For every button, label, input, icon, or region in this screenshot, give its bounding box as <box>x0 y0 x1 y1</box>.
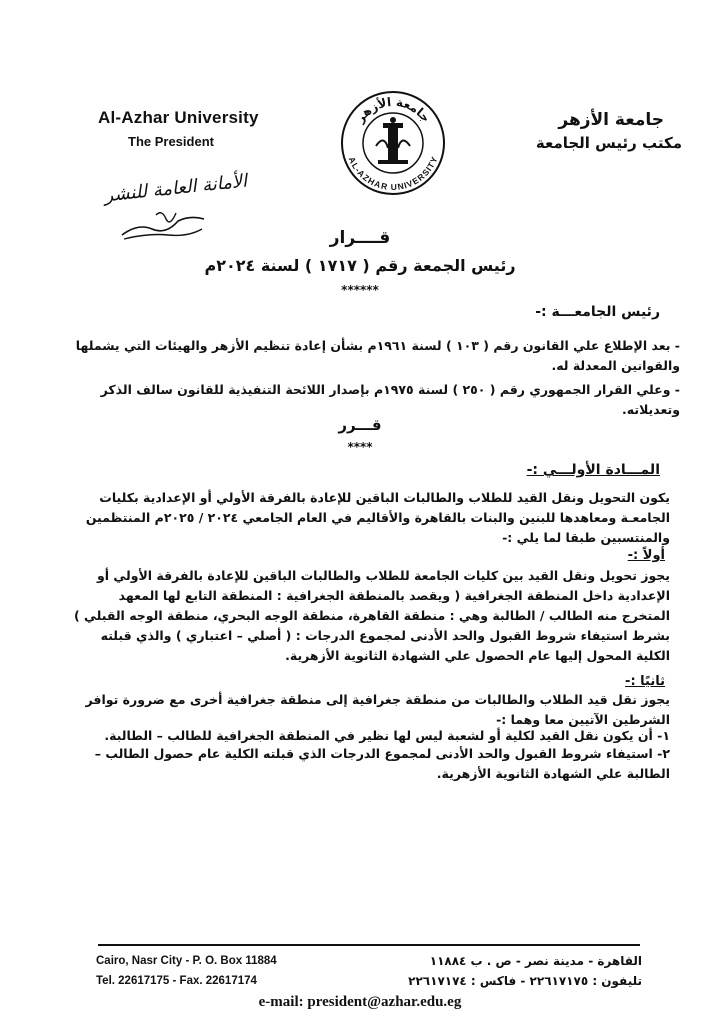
article-one-text: يكون التحويل ونقل القيد للطلاب والطالبات الباقين للإعادة بالفرقة الأولي أو الإعدادية بكليات الجامعـة ومعاهدها للبنين والبنات بالقاهرة والأقاليم في العام الجامعي ٢٠٢٤ / ٢٠٢٥م المنتظمين والمنتسبين طبقا لما يلي :- <box>85 490 670 545</box>
president-office-ar: مكتب رئيس الجامعة <box>535 134 682 152</box>
decree-heading: قــــرار <box>329 228 391 248</box>
preamble-decree: - وعلي القرار الجمهوري رقم ( ٢٥٠ ) لسنة ١٩٧٥م بإصدار اللائحة التنفيذية للقانون سالف الذكر وتعديلاته. <box>100 382 680 417</box>
preamble-law: - بعد الإطلاع علي القانون رقم ( ١٠٣ ) لسنة ١٩٦١م بشأن إعادة تنظيم الأزهر والهيئات التي يشملها والقوانين المعدلة له. <box>75 338 680 373</box>
decree-number: رئيس الجمعة رقم ( ١٧١٧ ) لسنة ٢٠٢٤م <box>204 256 516 275</box>
footer-address-en: Cairo, Nasr City - P. O. Box 11884 <box>96 955 277 967</box>
university-name-ar: جامعة الأزهر <box>558 110 664 130</box>
condition-two: ٢- استيفاء شروط القبول والحد الأدنى لمجموع الدرجات الذي قبلته الكلية عام حصول الطالب – الطالبة علي الشهادة الثانوية الأزهرية. <box>94 746 670 781</box>
seal-text-ar: جامعة الأزهر <box>352 94 434 126</box>
first-clause-text: يجوز تحويل ونقل القيد بين كليات الجامعة للطلاب والطالبات الباقين للإعادة بالفرقة الأولي أو الإعدادية داخل المنطقة الجغرافية ( ويقصد بالمنطقة الجغرافية : المنطقة التابع لها المعهد المتخرج منه الطالب / الطالبة وهي : منطقة القاهرة، منطقة الوجه البحري، منطقة الوجه القبلي ) بشرط استيفاء شروط القبول والحد الأدنى لمجموع الدرجات : ( أصلي – اعتباري ) والذي قبلته الكلية المحول إليها عام الحصول علي الشهادة الثانوية الأزهرية. <box>73 568 670 663</box>
university-name-en: Al-Azhar University <box>98 108 259 127</box>
stars-separator-2: **** <box>347 440 373 454</box>
first-clause-label: أولاً :- <box>627 548 665 563</box>
president-title-en: The President <box>128 134 214 149</box>
second-clause-text: يجوز نقل قيد الطلاب والطالبات من منطقة جغرافية إلى منطقة جغرافية أخرى مع ضرورة توافر الشرطين الآتيين معا وهما :- <box>85 692 670 727</box>
president-label: رئيس الجامعـــة :- <box>535 304 660 320</box>
university-seal-icon <box>340 90 446 196</box>
second-clause-label: ثانيًا :- <box>625 674 665 689</box>
footer-address-ar: القاهرة - مدينة نصر - ص . ب ١١٨٨٤ <box>429 954 642 968</box>
handwritten-note: الأمانة العامة للنشر <box>103 170 249 207</box>
article-one-label: المـــادة الأولـــي :- <box>526 462 660 478</box>
stars-separator: ****** <box>341 283 379 297</box>
footer-divider <box>98 944 640 946</box>
condition-one: ١- أن يكون نقل القيد لكلية أو لشعبة ليس لها نظير في المنطقة الجغرافية للطالب – الطالبة. <box>104 728 670 743</box>
seal-text-en: AL-AZHAR UNIVERSITY <box>346 155 440 193</box>
decides-heading: قـــرر <box>338 416 382 434</box>
footer-phone-ar: تليفون : ٢٢٦١٧١٧٥ - فاكس : ٢٢٦١٧١٧٤ <box>408 974 642 988</box>
footer-email: e-mail: president@azhar.edu.eg <box>258 994 462 1010</box>
footer-phone-en: Tel. 22617175 - Fax. 22617174 <box>96 975 257 987</box>
